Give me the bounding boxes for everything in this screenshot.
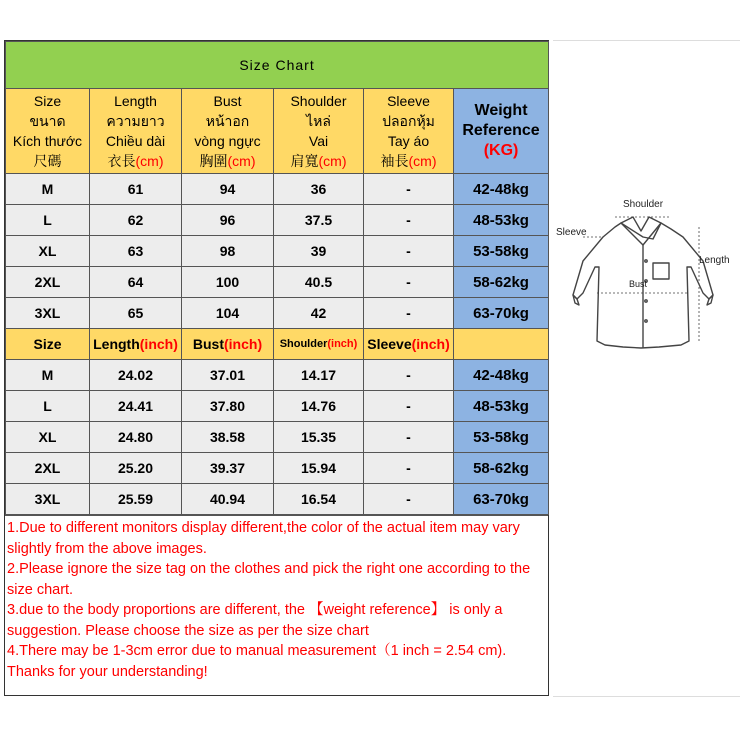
inch-cell-size: M <box>6 360 90 391</box>
cm-row <box>6 298 549 329</box>
size-table <box>5 41 549 515</box>
inch-cell-length: 25.20 <box>90 453 182 484</box>
cm-cell-bust: 96 <box>182 205 274 236</box>
note-5: Thanks for your understanding! <box>7 663 208 680</box>
cm-cell-length: 63 <box>90 236 182 267</box>
cm-cell-weight: 58-62kg <box>454 267 549 298</box>
cm-cell-length: 65 <box>90 298 182 329</box>
inch-row <box>6 422 549 453</box>
cm-cell-weight: 42-48kg <box>454 174 549 205</box>
inch-cell-bust: 40.94 <box>182 484 274 515</box>
cm-cell-sleeve: - <box>364 298 454 329</box>
cm-row <box>6 205 549 236</box>
cm-row <box>6 174 549 205</box>
inch-cell-length: 24.80 <box>90 422 182 453</box>
cm-cell-weight: 63-70kg <box>454 298 549 329</box>
note-2: 2.Please ignore the size tag on the clothes and pick the right one according to the size chart. <box>7 561 531 598</box>
label-shoulder: Shoulder <box>623 199 664 210</box>
cm-cell-size: 2XL <box>6 267 90 298</box>
header-length: Length ความยาว Chiều dài 衣長(cm) <box>90 89 182 174</box>
header-bust: Bust หน้าอก vòng ngực 胸圍(cm) <box>182 89 274 174</box>
inch-cell-bust: 39.37 <box>182 453 274 484</box>
inch-cell-bust: 37.01 <box>182 360 274 391</box>
header-size: Size ขนาด Kích thước 尺碼 <box>6 89 90 174</box>
cm-cell-weight: 48-53kg <box>454 205 549 236</box>
chart-title: Size Chart <box>6 42 549 89</box>
cm-header-row <box>6 89 549 174</box>
inch-cell-bust: 38.58 <box>182 422 274 453</box>
inch-cell-size: XL <box>6 422 90 453</box>
inch-cell-weight: 63-70kg <box>454 484 549 515</box>
inch-cell-size: L <box>6 391 90 422</box>
inch-cell-length: 24.41 <box>90 391 182 422</box>
inch-header-sleeve: Sleeve(inch) <box>364 329 454 360</box>
cm-cell-shoulder: 40.5 <box>274 267 364 298</box>
cm-cell-weight: 53-58kg <box>454 236 549 267</box>
inch-row <box>6 484 549 515</box>
note-1: 1.Due to different monitors display different,the color of the actual item may vary slightly from the above images. <box>7 520 520 557</box>
cm-cell-shoulder: 36 <box>274 174 364 205</box>
inch-cell-sleeve: - <box>364 422 454 453</box>
header-weight: Weight Reference (KG) <box>454 89 549 174</box>
cm-cell-sleeve: - <box>364 205 454 236</box>
inch-cell-weight: 53-58kg <box>454 422 549 453</box>
cm-cell-size: L <box>6 205 90 236</box>
inch-cell-length: 24.02 <box>90 360 182 391</box>
inch-cell-shoulder: 15.94 <box>274 453 364 484</box>
note-3: 3.due to the body proportions are different, the 【weight reference】 is only a suggestion. Please choose the size as per the size chart <box>7 602 503 639</box>
cm-cell-bust: 104 <box>182 298 274 329</box>
inch-cell-weight: 58-62kg <box>454 453 549 484</box>
cm-row <box>6 267 549 298</box>
inch-header-weight <box>454 329 549 360</box>
cm-cell-shoulder: 42 <box>274 298 364 329</box>
inch-header-size: Size <box>6 329 90 360</box>
inch-header-shoulder: Shoulder(inch) <box>274 329 364 360</box>
cm-cell-sleeve: - <box>364 267 454 298</box>
label-bust: Bust <box>629 279 648 289</box>
cm-cell-shoulder: 37.5 <box>274 205 364 236</box>
inch-cell-shoulder: 15.35 <box>274 422 364 453</box>
cm-cell-length: 62 <box>90 205 182 236</box>
header-sleeve: Sleeve ปลอกหุ้ม Tay áo 袖長(cm) <box>364 89 454 174</box>
cm-cell-sleeve: - <box>364 174 454 205</box>
shirt-diagram <box>553 40 740 697</box>
inch-cell-shoulder: 16.54 <box>274 484 364 515</box>
inch-header-bust: Bust(inch) <box>182 329 274 360</box>
inch-cell-weight: 48-53kg <box>454 391 549 422</box>
cm-cell-bust: 100 <box>182 267 274 298</box>
cm-cell-bust: 98 <box>182 236 274 267</box>
cm-row <box>6 236 549 267</box>
inch-cell-shoulder: 14.17 <box>274 360 364 391</box>
size-chart <box>4 40 549 696</box>
inch-header-row <box>6 329 549 360</box>
inch-cell-sleeve: - <box>364 360 454 391</box>
shirt-icon <box>553 41 740 696</box>
inch-cell-bust: 37.80 <box>182 391 274 422</box>
cm-cell-length: 61 <box>90 174 182 205</box>
cm-cell-bust: 94 <box>182 174 274 205</box>
note-4: 4.There may be 1-3cm error due to manual measurement（1 inch = 2.54 cm). <box>7 643 507 659</box>
inch-cell-size: 3XL <box>6 484 90 515</box>
cm-cell-length: 64 <box>90 267 182 298</box>
cm-cell-shoulder: 39 <box>274 236 364 267</box>
label-length: Length <box>699 255 730 266</box>
cm-cell-size: M <box>6 174 90 205</box>
label-sleeve: Sleeve <box>556 227 587 238</box>
inch-row <box>6 391 549 422</box>
notes <box>5 515 548 695</box>
inch-cell-shoulder: 14.76 <box>274 391 364 422</box>
inch-row <box>6 360 549 391</box>
cm-cell-size: XL <box>6 236 90 267</box>
inch-cell-sleeve: - <box>364 484 454 515</box>
header-shoulder: Shoulder ไหล่ Vai 肩寬(cm) <box>274 89 364 174</box>
inch-cell-length: 25.59 <box>90 484 182 515</box>
cm-cell-sleeve: - <box>364 236 454 267</box>
inch-cell-sleeve: - <box>364 391 454 422</box>
inch-row <box>6 453 549 484</box>
inch-cell-sleeve: - <box>364 453 454 484</box>
inch-header-length: Length(inch) <box>90 329 182 360</box>
inch-cell-size: 2XL <box>6 453 90 484</box>
cm-cell-size: 3XL <box>6 298 90 329</box>
inch-cell-weight: 42-48kg <box>454 360 549 391</box>
